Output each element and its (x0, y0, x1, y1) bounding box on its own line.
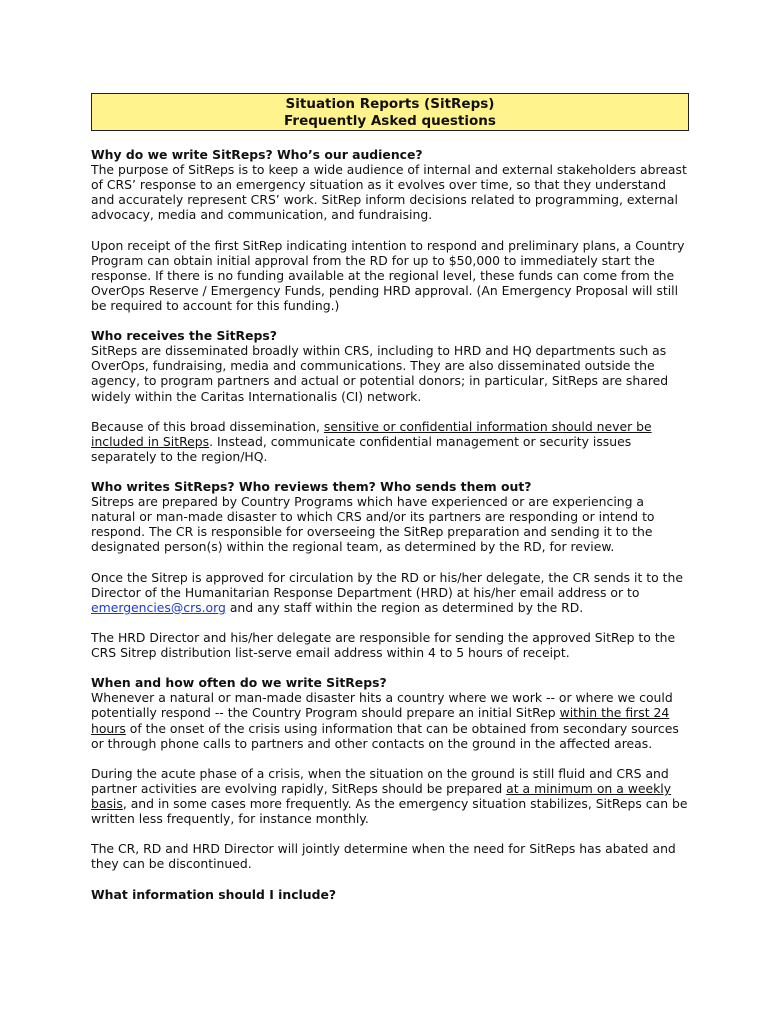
paragraph: The purpose of SitReps is to keep a wide audience of internal and external stakeholders abreast of CRS’ response to an emergency situation as it evolves over time, so that they understand and accurately represent CRS’ work. SitRep inform decisions related to programming, external advocacy, media and communication, and fundraising. (91, 162, 687, 223)
document-title: Situation Reports (SitReps) (285, 96, 495, 112)
paragraph (91, 570, 691, 615)
text-run: , and in some cases more frequently. As the emergency situation stabilizes, SitReps can be written less frequently, for instance monthly. (91, 796, 688, 827)
section-what-include (91, 887, 691, 902)
document-subtitle: Frequently Asked questions (284, 113, 496, 129)
section-heading: When and how often do we write SitReps? (91, 675, 387, 691)
text-run: Whenever a natural or man-made disaster hits a country where we work -- or where we could potentially respond -- the Country Program should prepare an initial SitRep (91, 690, 673, 721)
text-run: Because of this broad dissemination, (91, 418, 324, 434)
paragraph: SitReps are disseminated broadly within CRS, including to HRD and HQ departments such as OverOps, fundraising, media and communications. They are also disseminated outside the agency, to program partners and actual or potential donors; in particular, SitReps are shared widely within the Caritas Internationalis (CI) network. (91, 343, 669, 404)
section-when-write (91, 675, 691, 871)
text-run: of the onset of the crisis using information that can be obtained from secondary sources or through phone calls to partners and other contacts on the ground in the affected areas. (91, 720, 679, 751)
document-title-box (91, 93, 689, 131)
section-why-write (91, 147, 691, 313)
section-heading: What information should I include? (91, 886, 337, 902)
paragraph: Sitreps are prepared by Country Programs which have experienced or are experiencing a natural or man-made disaster to which CRS and/or its partners are responding or intend to respond. The CR is responsible for overseeing the SitRep preparation and sending it to the designated person(s) within the regional team, as determined by the RD, for review. (91, 494, 655, 555)
paragraph (91, 766, 691, 826)
paragraph (91, 419, 691, 464)
paragraph: The HRD Director and his/her delegate are responsible for sending the approved SitRep to the CRS Sitrep distribution list-serve email address within 4 to 5 hours of receipt. (91, 630, 676, 661)
email-link[interactable]: emergencies@crs.org (91, 599, 226, 615)
section-heading: Who receives the SitReps? (91, 328, 277, 344)
section-who-writes (91, 479, 691, 660)
text-run: Once the Sitrep is approved for circulation by the RD or his/her delegate, the CR sends it to the Director of the Humanitarian Response Department (HRD) at his/her email address or to (91, 569, 683, 600)
underlined-text: at a minimum on a weekly basis (91, 780, 672, 812)
underlined-text: sensitive or confidential information should never be included in SitReps (91, 418, 652, 449)
paragraph (91, 690, 691, 750)
section-heading: Who writes SitReps? Who reviews them? Who sends them out? (91, 479, 532, 495)
text-run: During the acute phase of a crisis, when the situation on the ground is still fluid and CRS and partner activities are evolving rapidly, SitReps should be prepared (91, 765, 669, 796)
paragraph: The CR, RD and HRD Director will jointly determine when the need for SitReps has abated and they can be discontinued. (91, 841, 676, 872)
text-run: . Instead, communicate confidential management or security issues separately to the region/HQ. (91, 433, 632, 464)
document-body (91, 147, 691, 902)
underlined-text: within the first 24 hours (91, 705, 670, 736)
section-heading: Why do we write SitReps? Who’s our audience? (91, 147, 423, 162)
paragraph: Upon receipt of the first SitRep indicating intention to respond and preliminary plans, a Country Program can obtain initial approval from the RD for up to $50,000 to immediately start the response. If there is no funding available at the regional level, these funds can come from the OverOps Reserve / Emergency Funds, pending HRD approval. (An Emergency Proposal will still be required to account for this funding.) (91, 237, 685, 313)
text-run: and any staff within the region as determined by the RD. (225, 599, 584, 615)
section-who-receives (91, 328, 691, 464)
